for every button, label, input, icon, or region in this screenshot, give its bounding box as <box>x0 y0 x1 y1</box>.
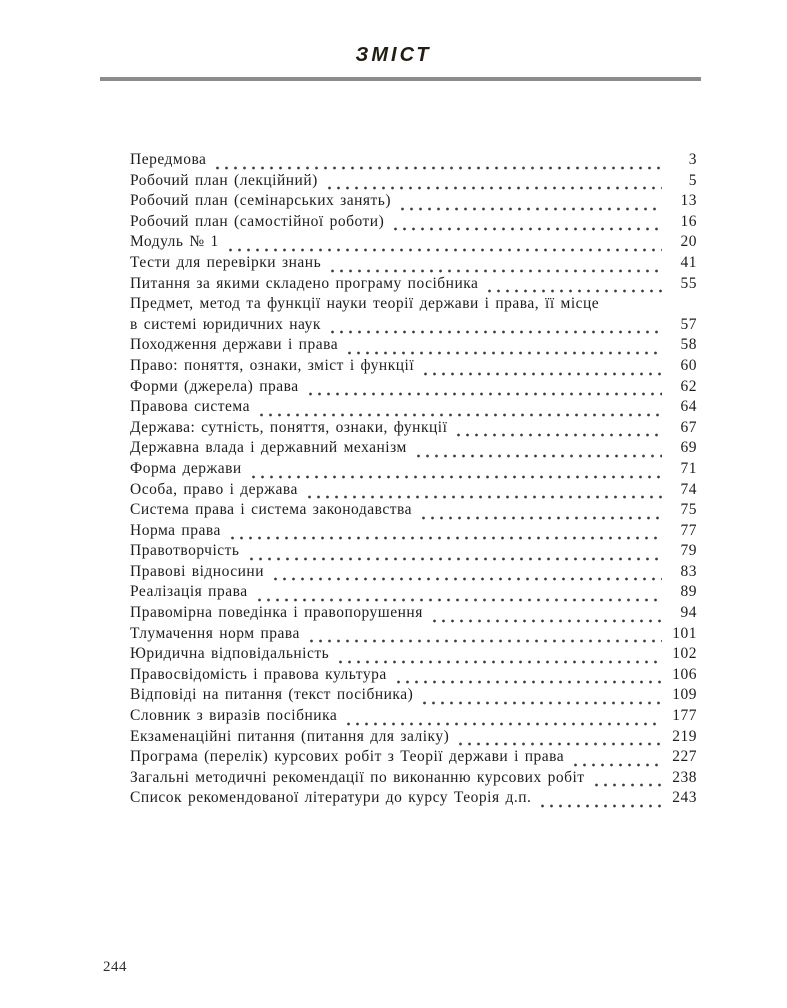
toc-entry-page: 16 <box>680 212 697 230</box>
toc-entry-label: Робочий план (самостійної роботи) <box>130 212 385 230</box>
toc-entry-page: 71 <box>680 459 697 477</box>
toc-leader-dots <box>418 685 662 706</box>
toc-entry-page: 101 <box>672 624 697 642</box>
toc-entry <box>130 727 697 748</box>
toc-entry <box>130 253 697 274</box>
toc-entry-label: Система права і система законодавства <box>130 501 412 519</box>
toc-leader-dots <box>396 191 662 212</box>
toc-leader-dots <box>226 521 662 542</box>
toc-entry-label: Право: поняття, ознаки, зміст і функції <box>130 356 415 374</box>
toc-entry-page: 69 <box>680 439 697 457</box>
toc-entry-label: Правомірна поведінка і правопорушення <box>130 604 423 622</box>
toc-entry-label: Держава: сутність, поняття, ознаки, функції <box>130 418 448 436</box>
toc-entry <box>130 624 697 645</box>
page-title: ЗМІСТ <box>355 44 432 66</box>
toc-entry-page: 109 <box>672 686 697 704</box>
toc-entry-label: Програма (перелік) курсових робіт з Теорії держави і права <box>130 748 565 766</box>
toc-leader-dots <box>255 397 662 418</box>
toc-leader-dots <box>247 459 662 480</box>
toc-entry <box>130 171 697 192</box>
toc-leader-dots <box>269 562 662 583</box>
toc-leader-dots <box>304 377 662 398</box>
toc-entry-label: Модуль № 1 <box>130 233 219 251</box>
toc-entry-page: 177 <box>672 707 697 725</box>
toc-entry-page: 67 <box>680 418 697 436</box>
toc-entry-label: Предмет, метод та функції науки теорії держави і права, її місце <box>130 295 600 313</box>
toc-entry-label: Список рекомендованої літератури до курсу Теорія д.п. <box>130 789 532 807</box>
toc-entry <box>130 335 697 356</box>
toc-entry-label: Походження держави і права <box>130 336 339 354</box>
toc-entry-label: Передмова <box>130 151 207 168</box>
toc-entry-page: 62 <box>680 377 697 395</box>
toc-leader-dots <box>334 644 662 665</box>
toc-entry <box>130 377 697 398</box>
toc-entry <box>130 418 697 439</box>
toc-entry-label: Правові відносини <box>130 562 264 580</box>
toc-entry <box>130 356 697 377</box>
title-rule <box>100 77 701 81</box>
toc-entry <box>130 397 697 418</box>
toc-entry <box>130 500 697 521</box>
toc-leader-dots <box>305 624 662 645</box>
toc-leader-dots <box>342 706 662 727</box>
toc-leader-dots <box>412 438 662 459</box>
toc-entry <box>130 788 697 809</box>
toc-entry <box>130 665 697 686</box>
toc-leader-dots <box>326 315 662 336</box>
toc-entry-page: 219 <box>672 727 697 745</box>
toc-entry-page: 3 <box>688 151 697 168</box>
toc-entry-label: Словник з виразів посібника <box>130 707 338 725</box>
toc-entry-page: 94 <box>680 604 697 622</box>
toc-entry <box>130 706 697 727</box>
toc-entry <box>130 582 697 603</box>
toc-entry <box>130 459 697 480</box>
toc-entry-page: 58 <box>680 336 697 354</box>
table-of-contents <box>130 150 697 809</box>
toc-entry-page: 55 <box>680 274 697 292</box>
toc-entry-page: 5 <box>688 171 697 189</box>
toc-entry-page: 20 <box>680 233 697 251</box>
toc-entry-page: 227 <box>672 748 697 766</box>
toc-entry-page: 102 <box>672 645 697 663</box>
toc-entry-page: 77 <box>680 521 697 539</box>
toc-leader-dots <box>419 356 662 377</box>
toc-entry-page: 106 <box>672 665 697 683</box>
toc-entry <box>130 747 697 768</box>
toc-entry <box>130 191 697 212</box>
toc-leader-dots <box>428 603 662 624</box>
toc-entry-label: Екзаменаційні питання (питання для заліку) <box>130 727 450 745</box>
toc-entry <box>130 768 697 789</box>
toc-leader-dots <box>452 418 662 439</box>
toc-entry-label: Загальні методичні рекомендації по виконанню курсових робіт <box>130 768 585 786</box>
toc-entry-page: 83 <box>680 562 697 580</box>
toc-entry <box>130 644 697 665</box>
toc-entry-label: Юридична відповідальність <box>130 645 330 663</box>
toc-entry-label: Правосвідомість і правова культура <box>130 665 387 683</box>
toc-entry-page: 74 <box>680 480 697 498</box>
toc-leader-dots <box>211 150 662 171</box>
toc-leader-dots <box>590 768 662 789</box>
toc-entry-label: Реалізація права <box>130 583 248 601</box>
toc-entry <box>130 274 697 295</box>
toc-entry-label: Форми (джерела) права <box>130 377 299 395</box>
toc-entry-page: 13 <box>680 192 697 210</box>
toc-entry-label: Особа, право і держава <box>130 480 298 498</box>
toc-leader-dots <box>392 665 662 686</box>
toc-leader-dots <box>536 788 662 809</box>
toc-leader-dots <box>245 541 662 562</box>
toc-entry-label: Норма права <box>130 521 221 539</box>
toc-entry <box>130 562 697 583</box>
toc-entry <box>130 294 697 315</box>
toc-entry <box>130 685 697 706</box>
toc-entry <box>130 150 697 171</box>
toc-entry <box>130 232 697 253</box>
toc-entry-page: 79 <box>680 542 697 560</box>
toc-entry-label: Тлумачення норм права <box>130 624 300 642</box>
toc-entry-page: 41 <box>680 253 697 271</box>
toc-entry-label: Правотворчість <box>130 542 240 560</box>
toc-entry-label: Питання за якими складено програму посібника <box>130 274 479 292</box>
toc-entry-label: Державна влада і державний механізм <box>130 439 407 457</box>
toc-leader-dots <box>483 274 662 295</box>
toc-entry-label: Робочий план (семінарських занять) <box>130 192 392 210</box>
toc-entry-label: Робочий план (лекційний) <box>130 171 318 189</box>
toc-entry-page: 243 <box>672 789 697 807</box>
toc-entry-page: 64 <box>680 398 697 416</box>
toc-entry-page: 75 <box>680 501 697 519</box>
toc-leader-dots <box>303 480 662 501</box>
toc-entry-label: Відповіді на питання (текст посібника) <box>130 686 414 704</box>
toc-entry <box>130 315 697 336</box>
toc-entry-page: 238 <box>672 768 697 786</box>
folio-page-number: 244 <box>103 959 127 975</box>
toc-entry-page: 57 <box>680 315 697 333</box>
toc-entry <box>130 603 697 624</box>
toc-entry-label: в системі юридичних наук <box>130 315 321 333</box>
toc-leader-dots <box>417 500 662 521</box>
toc-leader-dots <box>323 171 662 192</box>
toc-entry <box>130 541 697 562</box>
toc-leader-dots <box>343 335 662 356</box>
toc-entry-label: Форма держави <box>130 459 242 477</box>
toc-entry <box>130 438 697 459</box>
toc-entry-page: 89 <box>680 583 697 601</box>
toc-leader-dots <box>253 582 662 603</box>
toc-leader-dots <box>326 253 662 274</box>
toc-entry-label: Правова система <box>130 398 250 416</box>
toc-leader-dots <box>569 747 662 768</box>
toc-entry <box>130 212 697 233</box>
toc-entry <box>130 480 697 501</box>
toc-entry <box>130 521 697 542</box>
toc-entry-page: 60 <box>680 356 697 374</box>
toc-leader-dots <box>224 232 662 253</box>
toc-entry-label: Тести для перевірки знань <box>130 253 322 271</box>
toc-leader-dots <box>454 727 662 748</box>
toc-leader-dots <box>389 212 662 233</box>
